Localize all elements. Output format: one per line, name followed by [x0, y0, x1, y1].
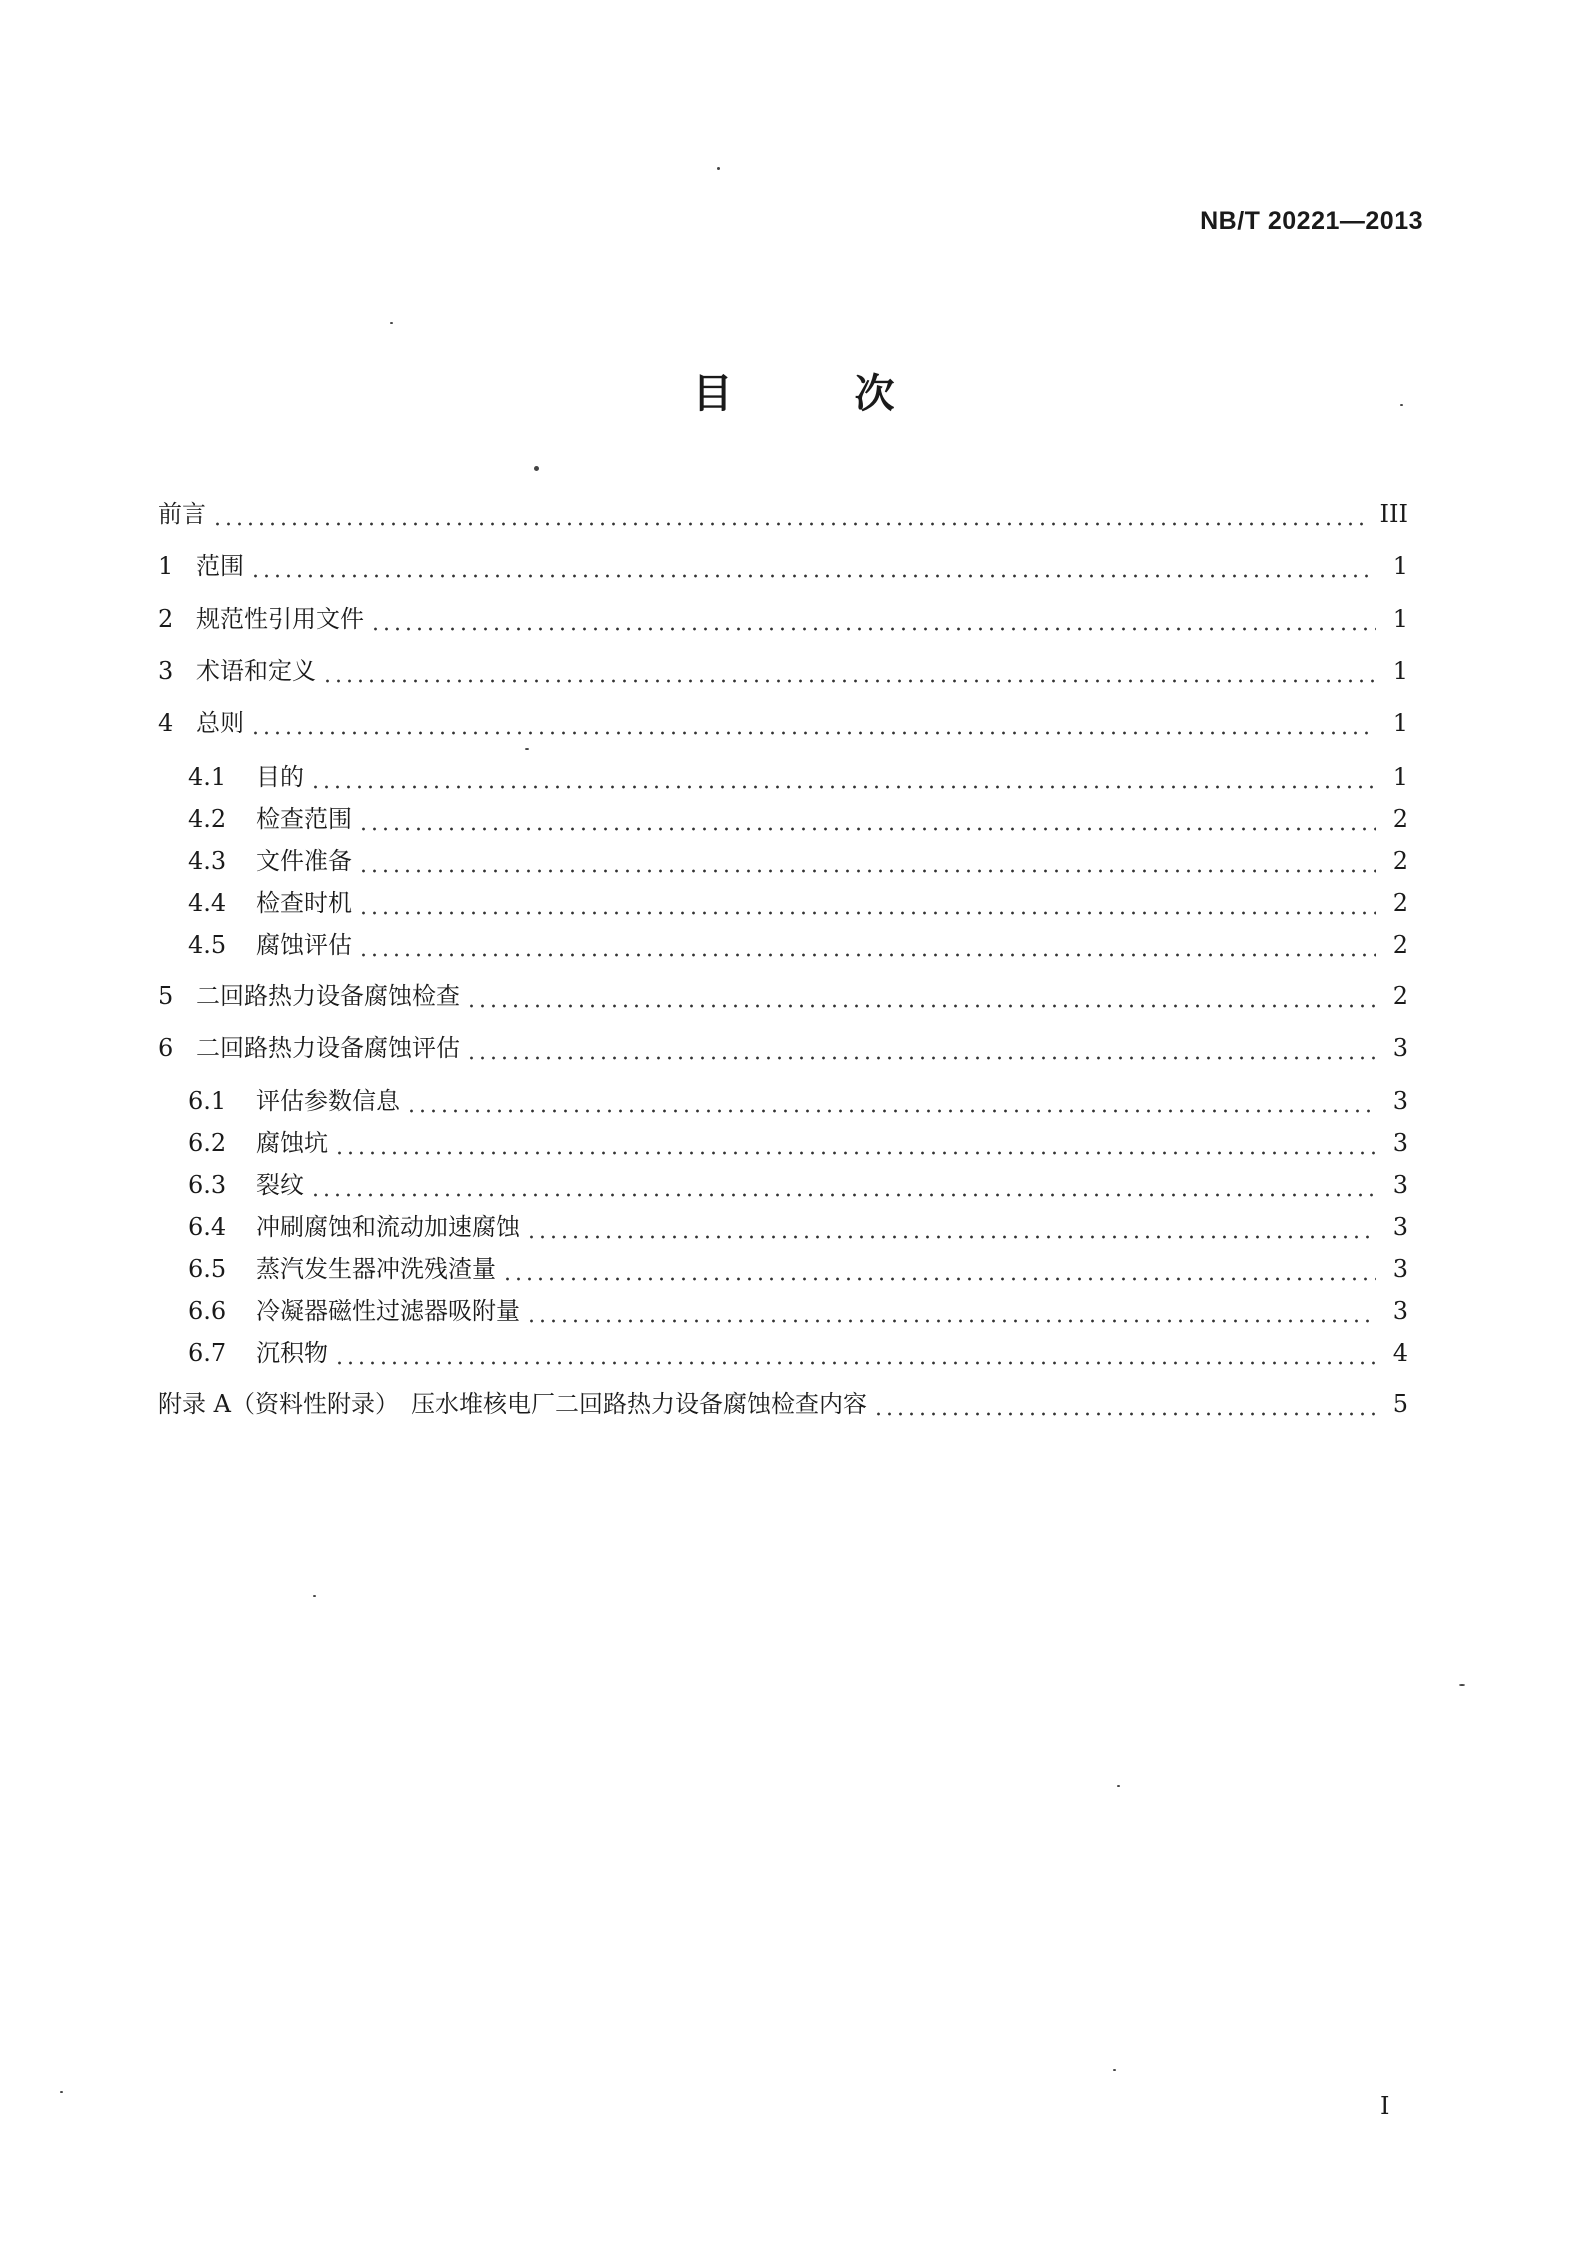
- toc-entry[interactable]: [158, 845, 1408, 877]
- toc-entry-label: 检查时机: [256, 889, 352, 917]
- toc-entry-label: 评估参数信息: [256, 1087, 400, 1115]
- toc-entry-page: 2: [1392, 931, 1408, 959]
- toc-entry-number: 6.6: [188, 1297, 227, 1325]
- toc-entry-label: 规范性引用文件: [196, 605, 364, 633]
- toc-entry-number: 4.4: [188, 889, 227, 917]
- scan-speck: [1400, 404, 1403, 406]
- toc-entry[interactable]: [158, 1295, 1408, 1327]
- toc-dot-leader: [310, 761, 1376, 793]
- toc-entry-number: 3: [158, 657, 174, 685]
- scan-speck: [313, 1595, 316, 1597]
- toc-dot-leader: [212, 498, 1370, 530]
- toc-entry-number: 6.2: [188, 1129, 227, 1157]
- toc-entry-number: 6.4: [188, 1213, 227, 1241]
- toc-entry-label: 附录 A（资料性附录） 压水堆核电厂二回路热力设备腐蚀检查内容: [158, 1390, 867, 1418]
- toc-entry[interactable]: [158, 498, 1408, 530]
- toc-dot-leader: [358, 803, 1376, 835]
- toc-entry[interactable]: [158, 1085, 1408, 1117]
- toc-dot-leader: [873, 1388, 1376, 1420]
- toc-entry-number: 6.3: [188, 1171, 227, 1199]
- scan-speck: [534, 466, 539, 471]
- toc-entry[interactable]: [158, 1032, 1408, 1064]
- toc-entry[interactable]: [158, 980, 1408, 1012]
- toc-entry-label: 前言: [158, 500, 206, 528]
- toc-entry-page: 1: [1392, 552, 1408, 580]
- toc-entry-label: 文件准备: [256, 847, 352, 875]
- toc-entry-page: 3: [1392, 1087, 1408, 1115]
- toc-entry[interactable]: [158, 603, 1408, 635]
- toc-entry-page: 2: [1392, 805, 1408, 833]
- toc-entry[interactable]: [158, 1127, 1408, 1159]
- toc-entry-label: 冲刷腐蚀和流动加速腐蚀: [256, 1213, 520, 1241]
- toc-entry[interactable]: [158, 1388, 1408, 1420]
- toc-entry-page: 2: [1392, 847, 1408, 875]
- toc-entry-number: 5: [158, 982, 174, 1010]
- page-title: 目 次: [692, 371, 949, 417]
- toc-entry-number: 6.7: [188, 1339, 227, 1367]
- toc-entry-label: 范围: [196, 552, 244, 580]
- toc-entry-page: 1: [1392, 709, 1408, 737]
- toc-entry[interactable]: [158, 1211, 1408, 1243]
- toc-entry-label: 二回路热力设备腐蚀检查: [196, 982, 460, 1010]
- scan-speck: [60, 2091, 63, 2093]
- toc-dot-leader: [526, 1295, 1376, 1327]
- toc-dot-leader: [358, 845, 1376, 877]
- toc-entry-page: III: [1379, 500, 1408, 528]
- toc-dot-leader: [466, 980, 1376, 1012]
- toc-dot-leader: [322, 655, 1376, 687]
- toc-dot-leader: [358, 929, 1376, 961]
- toc-dot-leader: [334, 1127, 1376, 1159]
- toc-entry-page: 1: [1392, 657, 1408, 685]
- toc-dot-leader: [310, 1169, 1376, 1201]
- toc-dot-leader: [502, 1253, 1376, 1285]
- toc-entry[interactable]: [158, 1337, 1408, 1369]
- scan-speck: [717, 167, 720, 170]
- toc-entry-label: 腐蚀评估: [256, 931, 352, 959]
- toc-dot-leader: [406, 1085, 1376, 1117]
- toc-entry-label: 二回路热力设备腐蚀评估: [196, 1034, 460, 1062]
- scan-speck: [390, 322, 393, 324]
- toc-entry-page: 2: [1392, 889, 1408, 917]
- toc-entry-page: 3: [1392, 1129, 1408, 1157]
- toc-entry-page: 3: [1392, 1171, 1408, 1199]
- toc-entry-number: 6: [158, 1034, 174, 1062]
- toc-entry-page: 4: [1392, 1339, 1408, 1367]
- toc-entry-number: 6.1: [188, 1087, 227, 1115]
- scan-speck: [1459, 1684, 1465, 1686]
- standard-code: NB/T 20221—2013: [1200, 207, 1423, 235]
- toc-dot-leader: [466, 1032, 1376, 1064]
- toc-entry-number: 4: [158, 709, 174, 737]
- toc-entry-label: 目的: [256, 763, 304, 791]
- toc-entry-label: 腐蚀坑: [256, 1129, 328, 1157]
- toc-entry-number: 2: [158, 605, 174, 633]
- toc-entry-page: 1: [1392, 763, 1408, 791]
- toc-entry[interactable]: [158, 1169, 1408, 1201]
- toc-entry-page: 3: [1392, 1255, 1408, 1283]
- scan-speck: [1113, 2069, 1116, 2071]
- toc-entry-label: 总则: [196, 709, 244, 737]
- toc-entry[interactable]: [158, 707, 1408, 739]
- scan-speck: [1117, 1785, 1120, 1787]
- toc-dot-leader: [358, 887, 1376, 919]
- toc-entry-number: 6.5: [188, 1255, 227, 1283]
- toc-entry-number: 4.5: [188, 931, 227, 959]
- toc-entry-label: 冷凝器磁性过滤器吸附量: [256, 1297, 520, 1325]
- toc-entry-number: 4.1: [188, 763, 227, 791]
- toc-entry-page: 3: [1392, 1034, 1408, 1062]
- toc-entry[interactable]: [158, 929, 1408, 961]
- toc-entry-page: 3: [1392, 1297, 1408, 1325]
- page-number: I: [1380, 2092, 1390, 2120]
- toc-dot-leader: [526, 1211, 1376, 1243]
- toc-entry-number: 4.3: [188, 847, 227, 875]
- toc-dot-leader: [370, 603, 1376, 635]
- toc-entry-label: 蒸汽发生器冲洗残渣量: [256, 1255, 496, 1283]
- toc-entry-page: 2: [1392, 982, 1408, 1010]
- toc-entry-label: 沉积物: [256, 1339, 328, 1367]
- toc-entry[interactable]: [158, 655, 1408, 687]
- toc-entry[interactable]: [158, 803, 1408, 835]
- toc-dot-leader: [250, 707, 1376, 739]
- toc-entry-number: 4.2: [188, 805, 227, 833]
- toc-entry-page: 3: [1392, 1213, 1408, 1241]
- toc-entry-label: 术语和定义: [196, 657, 316, 685]
- toc-entry-page: 1: [1392, 605, 1408, 633]
- toc-entry-label: 裂纹: [256, 1171, 304, 1199]
- toc-entry-number: 1: [158, 552, 174, 580]
- toc-entry-label: 检查范围: [256, 805, 352, 833]
- scan-speck: [525, 748, 529, 750]
- toc-entry[interactable]: [158, 887, 1408, 919]
- toc-entry[interactable]: [158, 761, 1408, 793]
- toc-entry-page: 5: [1392, 1390, 1408, 1418]
- toc-entry[interactable]: [158, 550, 1408, 582]
- toc-entry[interactable]: [158, 1253, 1408, 1285]
- toc-dot-leader: [334, 1337, 1376, 1369]
- toc-dot-leader: [250, 550, 1376, 582]
